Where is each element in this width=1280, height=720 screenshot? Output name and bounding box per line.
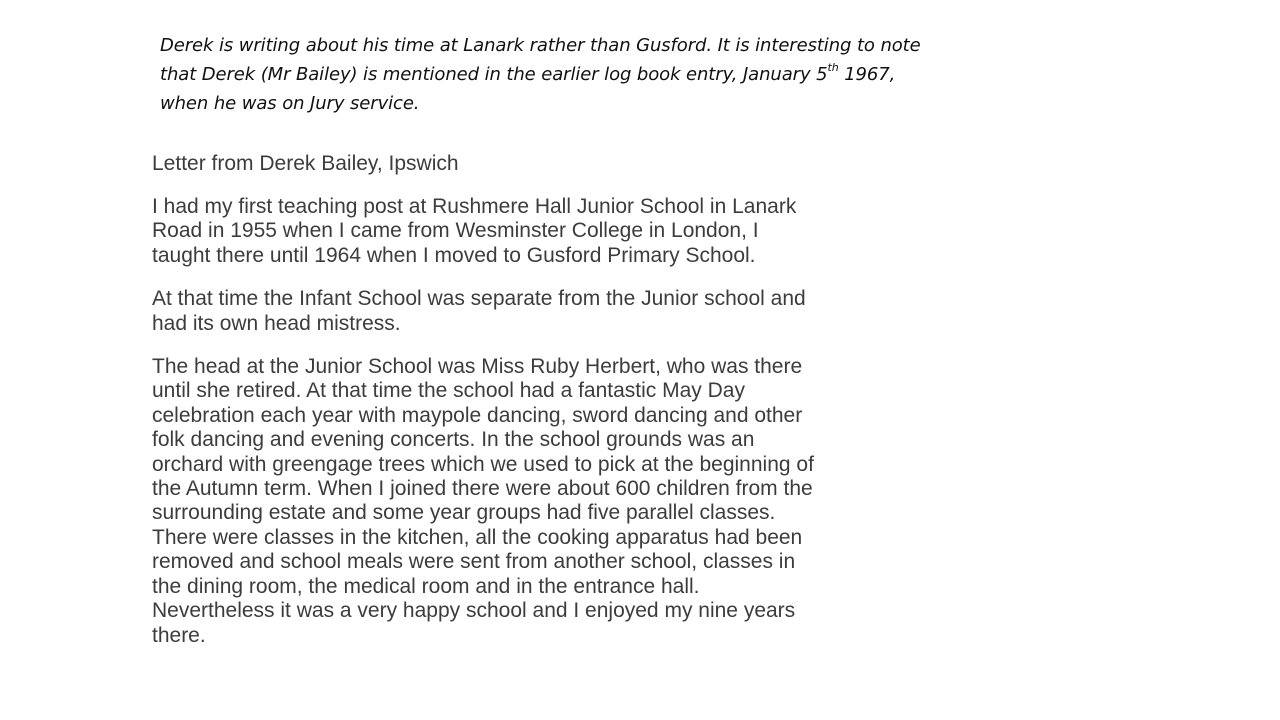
intro-line-2 <box>160 60 1020 89</box>
letter-title: Letter from Derek Bailey, Ipswich <box>152 152 459 175</box>
paragraph-line: removed and school meals were sent from another school, classes in <box>152 550 796 574</box>
ordinal-suffix: th <box>827 61 839 74</box>
paragraph-line: there. <box>152 623 206 647</box>
paragraph-line: had its own head mistress. <box>152 311 401 335</box>
letter-body <box>152 150 932 648</box>
paragraph-line: Nevertheless it was a very happy school and I enjoyed my nine years <box>152 599 796 623</box>
paragraph-line: The head at the Junior School was Miss Ruby Herbert, who was there <box>152 355 803 379</box>
paragraph-line: orchard with greengage trees which we used to pick at the beginning of <box>152 452 814 476</box>
paragraph-line: the dining room, the medical room and in the entrance hall. <box>152 574 700 598</box>
paragraph-line: There were classes in the kitchen, all the cooking apparatus had been <box>152 525 803 549</box>
intro-line-2-text: that Derek (Mr Bailey) is mentioned in the earlier log book entry, January 5 <box>160 64 828 85</box>
intro-line-2-year: 1967, <box>838 64 896 85</box>
letter-paragraph-3 <box>152 355 932 648</box>
paragraph-line: taught there until 1964 when I moved to Gusford Primary School. <box>152 243 756 267</box>
intro-line-3: when he was on Jury service. <box>160 93 420 114</box>
paragraph-line: Road in 1955 when I came from Wesminster College in London, I <box>152 219 759 243</box>
paragraph-line: surrounding estate and some year groups had five parallel classes. <box>152 501 776 525</box>
intro-note <box>160 31 1020 118</box>
paragraph-line: until she retired. At that time the school had a fantastic May Day <box>152 379 745 403</box>
paragraph-line: At that time the Infant School was separate from the Junior school and <box>152 287 806 311</box>
paragraph-line: I had my first teaching post at Rushmere Hall Junior School in Lanark <box>152 195 797 218</box>
letter-paragraph-2 <box>152 287 932 336</box>
letter-paragraph-1 <box>152 195 932 268</box>
paragraph-line: folk dancing and evening concerts. In the school grounds was an <box>152 428 755 452</box>
intro-line-1: Derek is writing about his time at Lanark rather than Gusford. It is interesting to note <box>160 35 921 56</box>
paragraph-line: celebration each year with maypole dancing, sword dancing and other <box>152 403 803 427</box>
paragraph-line: the Autumn term. When I joined there were about 600 children from the <box>152 477 813 501</box>
